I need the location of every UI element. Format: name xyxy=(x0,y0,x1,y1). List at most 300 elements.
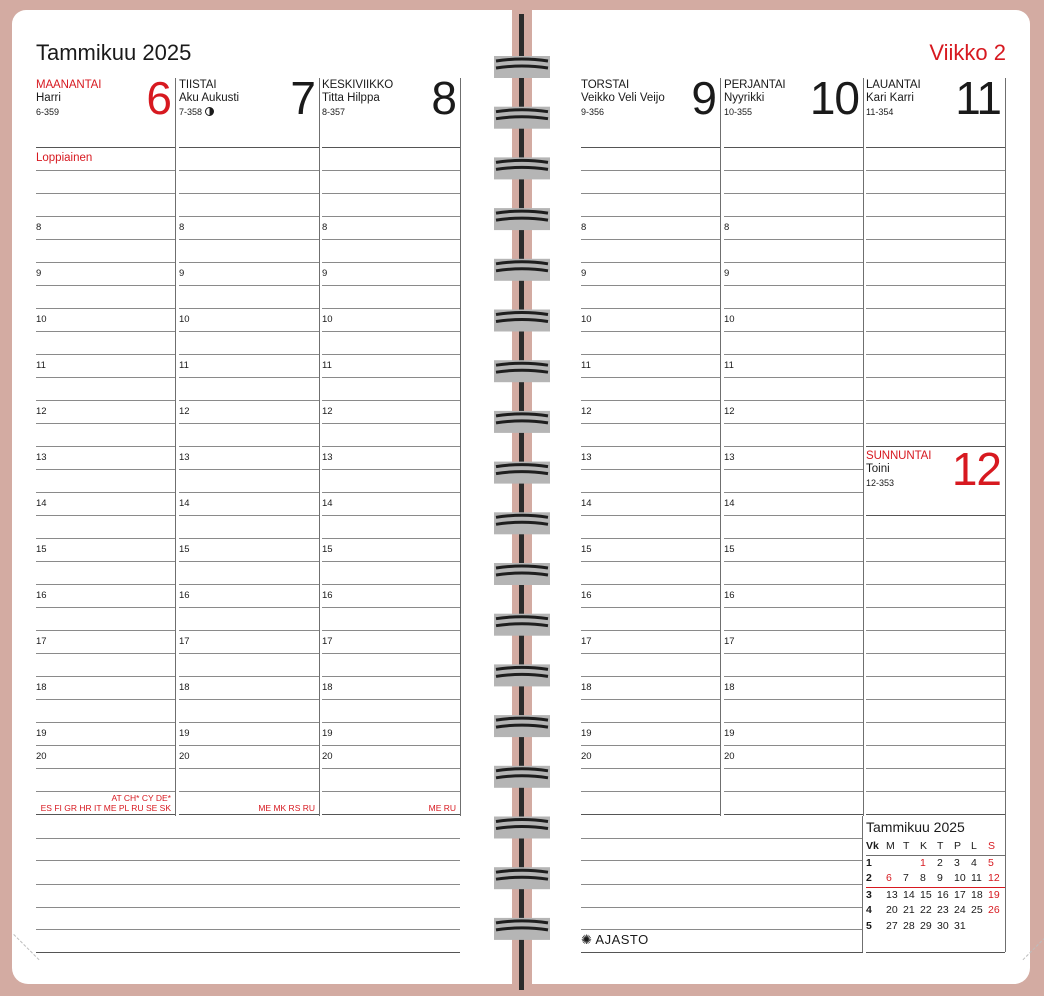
day-of-year-code: 9-356 xyxy=(581,107,605,117)
column-bottom-rule xyxy=(322,814,460,815)
date-cell xyxy=(971,919,988,935)
time-line[interactable] xyxy=(581,216,720,217)
half-hour-line[interactable] xyxy=(581,538,720,539)
hour-line[interactable] xyxy=(724,653,863,654)
hour-label: 15 xyxy=(36,544,47,555)
hour-line[interactable] xyxy=(36,768,175,769)
hour-label: 10 xyxy=(36,314,47,325)
hour-label: 11 xyxy=(36,360,46,371)
half-hour-line[interactable] xyxy=(322,492,460,493)
hour-label: 20 xyxy=(322,751,333,762)
time-line[interactable] xyxy=(866,216,1005,217)
hour-label: 10 xyxy=(724,314,735,325)
hour-label: 19 xyxy=(724,728,735,739)
week-number: 2 xyxy=(866,871,886,887)
hour-label: 15 xyxy=(179,544,190,555)
brand-name: AJASTO xyxy=(595,932,649,947)
hour-line[interactable] xyxy=(179,745,319,746)
half-hour-line[interactable] xyxy=(179,630,319,631)
day-column[interactable] xyxy=(724,72,864,816)
header-rule xyxy=(36,147,175,148)
header-rule xyxy=(179,147,319,148)
hour-label: 15 xyxy=(581,544,592,555)
time-line[interactable] xyxy=(866,584,1005,585)
hour-label: 15 xyxy=(724,544,735,555)
hour-label: 16 xyxy=(581,590,592,601)
note-line[interactable] xyxy=(581,952,863,953)
half-hour-line[interactable] xyxy=(36,262,175,263)
day-number: 11 xyxy=(955,72,1001,124)
half-hour-line[interactable] xyxy=(179,400,319,401)
hour-line[interactable] xyxy=(581,515,720,516)
half-hour-line[interactable] xyxy=(36,400,175,401)
half-hour-line[interactable] xyxy=(179,676,319,677)
hour-line[interactable] xyxy=(322,607,460,608)
day-of-year-code: 12-353 xyxy=(866,478,895,488)
hour-label: 14 xyxy=(179,498,190,509)
date-cell: 17 xyxy=(954,888,966,901)
name-day: Toini xyxy=(866,463,890,475)
spiral-ring xyxy=(494,107,550,129)
date-cell: 6 xyxy=(886,871,903,887)
day-column[interactable] xyxy=(36,72,176,816)
half-hour-line[interactable] xyxy=(36,676,175,677)
note-line[interactable] xyxy=(36,884,460,885)
hour-label: 17 xyxy=(322,636,333,647)
hour-line[interactable] xyxy=(724,331,863,332)
month-title: Tammikuu 2025 xyxy=(36,40,192,65)
hour-label: 10 xyxy=(322,314,333,325)
hour-label: 18 xyxy=(724,682,735,693)
time-line[interactable] xyxy=(866,722,1005,723)
hour-label: 12 xyxy=(179,406,190,417)
half-hour-line[interactable] xyxy=(36,446,175,447)
time-line[interactable] xyxy=(724,170,863,171)
hour-line[interactable] xyxy=(36,515,175,516)
hour-line[interactable] xyxy=(322,561,460,562)
half-hour-line[interactable] xyxy=(179,262,319,263)
hour-line[interactable] xyxy=(724,745,863,746)
hour-line[interactable] xyxy=(322,469,460,470)
hour-line[interactable] xyxy=(36,285,175,286)
half-hour-line[interactable] xyxy=(581,446,720,447)
time-line[interactable] xyxy=(36,216,175,217)
spiral-ring xyxy=(494,918,550,940)
half-hour-line[interactable] xyxy=(724,446,863,447)
half-hour-line[interactable] xyxy=(724,538,863,539)
date-cell: 4 xyxy=(971,856,977,869)
hour-line[interactable] xyxy=(36,377,175,378)
hour-line[interactable] xyxy=(179,561,319,562)
half-hour-line[interactable] xyxy=(581,676,720,677)
spiral-ring xyxy=(494,867,550,889)
date-cell: 21 xyxy=(903,904,915,916)
hour-line[interactable] xyxy=(581,768,720,769)
half-hour-line[interactable] xyxy=(581,722,720,723)
hour-line[interactable] xyxy=(179,469,319,470)
half-hour-line[interactable] xyxy=(322,676,460,677)
hour-line[interactable] xyxy=(322,377,460,378)
note-line[interactable] xyxy=(36,929,460,930)
half-hour-line[interactable] xyxy=(724,308,863,309)
hour-line[interactable] xyxy=(179,768,319,769)
day-column[interactable] xyxy=(179,72,320,816)
hour-line[interactable] xyxy=(179,607,319,608)
half-hour-line[interactable] xyxy=(322,262,460,263)
date-cell: 15 xyxy=(920,888,932,901)
hour-line[interactable] xyxy=(581,239,720,240)
half-hour-line[interactable] xyxy=(36,538,175,539)
hour-line[interactable] xyxy=(36,653,175,654)
hour-line[interactable] xyxy=(36,699,175,700)
moon-phase-icon xyxy=(205,107,214,116)
hour-line[interactable] xyxy=(322,699,460,700)
hour-label: 13 xyxy=(322,452,333,463)
half-hour-line[interactable] xyxy=(581,791,720,792)
spiral-ring xyxy=(494,462,550,484)
time-line[interactable] xyxy=(866,308,1005,309)
half-hour-line[interactable] xyxy=(724,354,863,355)
hour-label: 19 xyxy=(322,728,333,739)
hour-line[interactable] xyxy=(724,285,863,286)
hour-line[interactable] xyxy=(581,699,720,700)
header-rule xyxy=(866,515,1005,516)
hour-line[interactable] xyxy=(724,423,863,424)
time-line[interactable] xyxy=(866,630,1005,631)
half-hour-line[interactable] xyxy=(322,722,460,723)
hour-line[interactable] xyxy=(322,745,460,746)
day-name: MAANANTAI xyxy=(36,79,102,91)
hour-line[interactable] xyxy=(36,745,175,746)
mini-calendar-header-row xyxy=(866,839,1005,855)
hour-line[interactable] xyxy=(724,377,863,378)
hour-label: 20 xyxy=(179,751,190,762)
hour-line[interactable] xyxy=(179,699,319,700)
holiday-countries: ES FI GR HR IT ME PL RU SE SK xyxy=(40,803,171,813)
hour-line[interactable] xyxy=(724,515,863,516)
hour-line[interactable] xyxy=(179,653,319,654)
time-line[interactable] xyxy=(581,193,720,194)
column-bottom-rule xyxy=(724,814,863,815)
half-hour-line[interactable] xyxy=(322,400,460,401)
hour-line[interactable] xyxy=(581,653,720,654)
hour-line[interactable] xyxy=(581,745,720,746)
half-hour-line[interactable] xyxy=(322,538,460,539)
name-day: Harri xyxy=(36,92,61,104)
half-hour-line[interactable] xyxy=(724,676,863,677)
day-number: 10 xyxy=(809,72,859,124)
holiday-label: Loppiainen xyxy=(36,152,93,164)
hour-label: 12 xyxy=(581,406,592,417)
half-hour-line[interactable] xyxy=(581,308,720,309)
holiday-countries: AT CH* CY DE* xyxy=(111,793,171,803)
day-of-year xyxy=(322,107,345,118)
hour-line[interactable] xyxy=(581,469,720,470)
hour-line[interactable] xyxy=(179,377,319,378)
hour-label: 20 xyxy=(724,751,735,762)
half-hour-line[interactable] xyxy=(179,584,319,585)
hour-line[interactable] xyxy=(581,377,720,378)
date-cell: 13 xyxy=(886,888,898,901)
time-line[interactable] xyxy=(581,170,720,171)
half-hour-line[interactable] xyxy=(322,630,460,631)
note-line[interactable] xyxy=(36,907,460,908)
time-line[interactable] xyxy=(866,745,1005,746)
name-day: Nyyrikki xyxy=(724,92,765,104)
day-name: PERJANTAI xyxy=(724,79,786,91)
time-line[interactable] xyxy=(866,423,1005,424)
day-name: TIISTAI xyxy=(179,79,217,91)
hour-line[interactable] xyxy=(581,285,720,286)
hour-line[interactable] xyxy=(724,607,863,608)
half-hour-line[interactable] xyxy=(322,446,460,447)
column-bottom-rule xyxy=(36,814,175,815)
date-cell: 24 xyxy=(954,904,966,916)
note-line[interactable] xyxy=(36,860,460,861)
half-hour-line[interactable] xyxy=(724,584,863,585)
hour-line[interactable] xyxy=(36,607,175,608)
time-line[interactable] xyxy=(866,354,1005,355)
hour-line[interactable] xyxy=(36,561,175,562)
hour-line[interactable] xyxy=(36,331,175,332)
hour-label: 16 xyxy=(179,590,190,601)
hour-line[interactable] xyxy=(179,239,319,240)
half-hour-line[interactable] xyxy=(179,791,319,792)
half-hour-line[interactable] xyxy=(36,492,175,493)
spiral-ring xyxy=(494,817,550,839)
weekday-header: T xyxy=(903,839,920,855)
hour-line[interactable] xyxy=(179,423,319,424)
day-name: KESKIVIIKKO xyxy=(322,79,394,91)
hour-label: 11 xyxy=(179,360,189,371)
half-hour-line[interactable] xyxy=(36,791,175,792)
time-line[interactable] xyxy=(866,170,1005,171)
day-number: 8 xyxy=(431,72,456,124)
hour-label: 18 xyxy=(322,682,333,693)
hour-line[interactable] xyxy=(179,515,319,516)
date-cell: 10 xyxy=(954,871,971,887)
weekday-header: M xyxy=(886,839,903,855)
half-hour-line[interactable] xyxy=(179,538,319,539)
spiral-ring xyxy=(494,56,550,78)
time-line[interactable] xyxy=(866,653,1005,654)
weekday-header: S xyxy=(988,839,1005,855)
half-hour-line[interactable] xyxy=(179,354,319,355)
time-line[interactable] xyxy=(866,538,1005,539)
note-line[interactable] xyxy=(581,907,863,908)
hour-label: 20 xyxy=(581,751,592,762)
hour-line[interactable] xyxy=(581,331,720,332)
weekday-header: Vk xyxy=(866,839,886,855)
hour-line[interactable] xyxy=(724,561,863,562)
day-of-year xyxy=(866,107,893,118)
half-hour-line[interactable] xyxy=(724,630,863,631)
date-cell: 14 xyxy=(903,888,915,901)
hour-label: 16 xyxy=(322,590,333,601)
time-line[interactable] xyxy=(322,216,460,217)
hour-label: 18 xyxy=(581,682,592,693)
weekday-header: P xyxy=(954,839,971,855)
time-line[interactable] xyxy=(322,170,460,171)
hour-line[interactable] xyxy=(724,699,863,700)
day-name: LAUANTAI xyxy=(866,79,921,91)
spiral-ring xyxy=(494,310,550,332)
header-rule xyxy=(724,147,863,148)
time-line[interactable] xyxy=(36,193,175,194)
time-line[interactable] xyxy=(36,170,175,171)
time-line[interactable] xyxy=(866,676,1005,677)
half-hour-line[interactable] xyxy=(581,630,720,631)
half-hour-line[interactable] xyxy=(179,308,319,309)
hour-label: 14 xyxy=(36,498,47,509)
date-cell: 20 xyxy=(886,904,898,916)
hour-line[interactable] xyxy=(322,331,460,332)
time-line[interactable] xyxy=(866,561,1005,562)
half-hour-line[interactable] xyxy=(36,630,175,631)
note-line[interactable] xyxy=(36,838,460,839)
week-number: 5 xyxy=(866,919,872,932)
note-line[interactable] xyxy=(581,838,863,839)
note-line[interactable] xyxy=(581,884,863,885)
time-line[interactable] xyxy=(866,193,1005,194)
hour-line[interactable] xyxy=(179,331,319,332)
hour-label: 11 xyxy=(724,360,734,371)
time-line[interactable] xyxy=(866,768,1005,769)
hour-label: 9 xyxy=(724,268,730,279)
hour-label: 17 xyxy=(36,636,47,647)
time-line[interactable] xyxy=(322,193,460,194)
hour-line[interactable] xyxy=(322,423,460,424)
name-day: Kari Karri xyxy=(866,92,914,104)
hour-line[interactable] xyxy=(322,653,460,654)
time-line[interactable] xyxy=(866,699,1005,700)
hour-line[interactable] xyxy=(724,768,863,769)
note-line[interactable] xyxy=(36,952,460,953)
half-hour-line[interactable] xyxy=(581,400,720,401)
hour-line[interactable] xyxy=(322,285,460,286)
mini-calendar-title: Tammikuu 2025 xyxy=(866,819,965,835)
time-line[interactable] xyxy=(866,262,1005,263)
hour-label: 16 xyxy=(36,590,47,601)
time-line[interactable] xyxy=(179,193,319,194)
hour-label: 8 xyxy=(36,222,42,233)
hour-line[interactable] xyxy=(581,607,720,608)
date-cell: 23 xyxy=(937,904,949,916)
half-hour-line[interactable] xyxy=(179,446,319,447)
half-hour-line[interactable] xyxy=(724,791,863,792)
half-hour-line[interactable] xyxy=(724,492,863,493)
half-hour-line[interactable] xyxy=(179,722,319,723)
date-cell: 29 xyxy=(920,919,932,932)
hour-label: 16 xyxy=(724,590,735,601)
mini-calendar xyxy=(866,818,1006,934)
hour-line[interactable] xyxy=(581,423,720,424)
day-number: 9 xyxy=(691,72,716,124)
date-cell: 26 xyxy=(988,904,1000,916)
date-cell: 22 xyxy=(920,904,932,916)
time-line[interactable] xyxy=(866,331,1005,332)
hour-label: 13 xyxy=(581,452,592,463)
hour-line[interactable] xyxy=(322,768,460,769)
hour-line[interactable] xyxy=(581,561,720,562)
hour-line[interactable] xyxy=(322,515,460,516)
half-hour-line[interactable] xyxy=(36,722,175,723)
note-line[interactable] xyxy=(581,929,863,930)
half-hour-line[interactable] xyxy=(36,354,175,355)
weekday-header: K xyxy=(920,839,937,855)
time-line[interactable] xyxy=(866,285,1005,286)
holiday-countries: ME MK RS RU xyxy=(258,803,315,813)
time-line[interactable] xyxy=(724,193,863,194)
hour-line[interactable] xyxy=(322,239,460,240)
half-hour-line[interactable] xyxy=(724,400,863,401)
half-hour-line[interactable] xyxy=(36,308,175,309)
half-hour-line[interactable] xyxy=(724,722,863,723)
day-number: 7 xyxy=(290,72,315,124)
column-bottom-rule xyxy=(581,814,720,815)
column-bottom-rule xyxy=(179,814,319,815)
date-cell: 19 xyxy=(988,888,1000,901)
time-line[interactable] xyxy=(866,607,1005,608)
mini-calendar-week xyxy=(866,887,1005,903)
note-line[interactable] xyxy=(581,860,863,861)
mini-calendar-week xyxy=(866,855,1005,871)
hour-label: 14 xyxy=(724,498,735,509)
time-line[interactable] xyxy=(179,216,319,217)
hour-line[interactable] xyxy=(724,239,863,240)
holiday-countries: ME RU xyxy=(428,803,456,813)
hour-label: 19 xyxy=(581,728,592,739)
hour-label: 14 xyxy=(322,498,333,509)
hour-line[interactable] xyxy=(36,423,175,424)
date-cell xyxy=(988,919,1005,935)
spiral-ring xyxy=(494,766,550,788)
time-line[interactable] xyxy=(866,400,1005,401)
hour-line[interactable] xyxy=(36,239,175,240)
date-cell: 3 xyxy=(954,856,960,869)
hour-line[interactable] xyxy=(179,285,319,286)
hour-line[interactable] xyxy=(724,469,863,470)
hour-label: 13 xyxy=(179,452,190,463)
half-hour-line[interactable] xyxy=(36,584,175,585)
time-line[interactable] xyxy=(866,239,1005,240)
half-hour-line[interactable] xyxy=(581,492,720,493)
date-cell xyxy=(903,855,920,871)
half-hour-line[interactable] xyxy=(322,791,460,792)
time-line[interactable] xyxy=(866,791,1005,792)
time-line[interactable] xyxy=(866,377,1005,378)
hour-line[interactable] xyxy=(36,469,175,470)
half-hour-line[interactable] xyxy=(179,492,319,493)
spiral-ring xyxy=(494,715,550,737)
time-line[interactable] xyxy=(724,216,863,217)
day-column[interactable] xyxy=(322,72,461,816)
half-hour-line[interactable] xyxy=(581,354,720,355)
half-hour-line[interactable] xyxy=(322,584,460,585)
hour-label: 18 xyxy=(179,682,190,693)
date-cell: 9 xyxy=(937,871,954,887)
half-hour-line[interactable] xyxy=(581,262,720,263)
day-number: 6 xyxy=(146,72,171,124)
hour-label: 15 xyxy=(322,544,333,555)
day-column[interactable] xyxy=(581,72,721,816)
half-hour-line[interactable] xyxy=(322,354,460,355)
day-of-year xyxy=(36,107,59,118)
half-hour-line[interactable] xyxy=(581,584,720,585)
half-hour-line[interactable] xyxy=(322,308,460,309)
half-hour-line[interactable] xyxy=(724,262,863,263)
time-line[interactable] xyxy=(179,170,319,171)
